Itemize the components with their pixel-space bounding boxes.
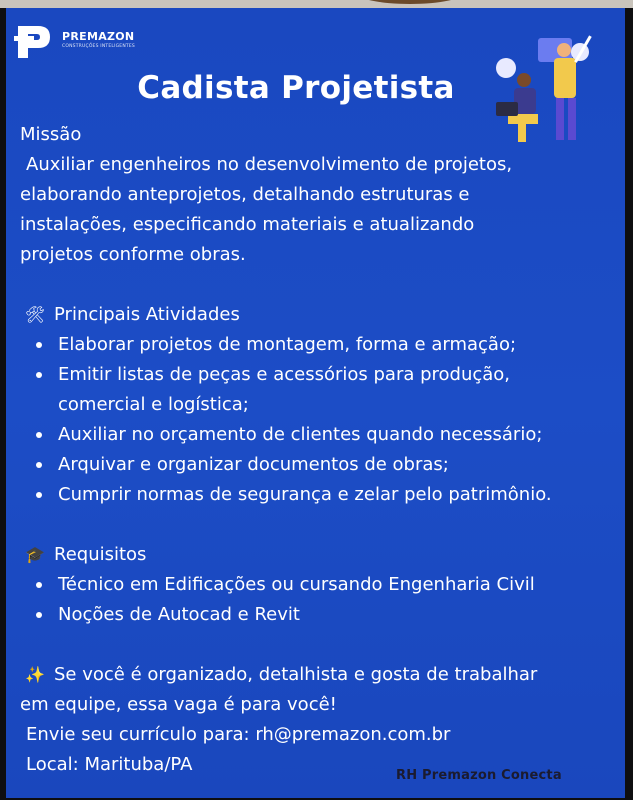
company-logo (12, 20, 162, 68)
activities-heading: Principais Atividades (54, 304, 240, 325)
list-item (36, 330, 620, 360)
mission-text-2: elaborando anteprojetos, detalhando estruturas e (20, 184, 470, 205)
activities-section (20, 300, 620, 510)
top-decoration (355, 0, 465, 4)
sparkles-icon: ✨ (25, 665, 45, 684)
activities-list (20, 330, 620, 510)
activity-text-cont: comercial e logística; (58, 394, 249, 415)
location-line: Local: Marituba/PA (26, 754, 193, 775)
list-item (36, 480, 620, 510)
requirements-section (20, 540, 620, 630)
poster-body (20, 120, 620, 780)
activity-text: Emitir listas de peças e acessórios para produção, (58, 364, 511, 385)
list-item (36, 600, 620, 630)
signature: RH Premazon Conecta (396, 768, 562, 783)
logo-tagline: CONSTRUÇÕES INTELIGENTES (62, 44, 135, 49)
closing-section (20, 660, 620, 780)
contact-line: Envie seu currículo para: rh@premazon.com.br (26, 724, 451, 745)
activity-text: Arquivar e organizar documentos de obras; (58, 454, 449, 475)
activity-text: Cumprir normas de segurança e zelar pelo patrimônio. (58, 484, 552, 505)
activity-text: Elaborar projetos de montagem, forma e armação; (58, 334, 517, 355)
requirements-heading-row (20, 540, 620, 570)
top-strip (0, 0, 633, 8)
graduation-cap-icon: 🎓 (25, 545, 45, 564)
closing-line-1 (20, 660, 620, 690)
logo-brand: PREMAZON (62, 30, 135, 43)
requirements-heading: Requisitos (54, 544, 147, 565)
mission-text-1: Auxiliar engenheiros no desenvolvimento de projetos, (26, 154, 513, 175)
closing-text-2: em equipe, essa vaga é para você! (20, 694, 337, 715)
requirements-list (20, 570, 620, 630)
premazon-logo-icon (12, 20, 56, 64)
activity-text: Auxiliar no orçamento de clientes quando necessário; (58, 424, 543, 445)
requirement-text: Noções de Autocad e Revit (58, 604, 300, 625)
list-item (36, 360, 620, 420)
job-poster (6, 8, 625, 798)
mission-text-4: projetos conforme obras. (20, 244, 246, 265)
job-title: Cadista Projetista (137, 70, 455, 106)
closing-text-1: Se você é organizado, detalhista e gosta de trabalhar (54, 664, 538, 685)
list-item (36, 450, 620, 480)
tools-icon: 🛠 (24, 305, 46, 324)
mission-heading: Missão (20, 124, 82, 145)
list-item (36, 420, 620, 450)
list-item (36, 570, 620, 600)
requirement-text: Técnico em Edificações ou cursando Engenharia Civil (58, 574, 535, 595)
activities-heading-row (20, 300, 620, 330)
mission-text-3: instalações, especificando materiais e atualizando (20, 214, 475, 235)
